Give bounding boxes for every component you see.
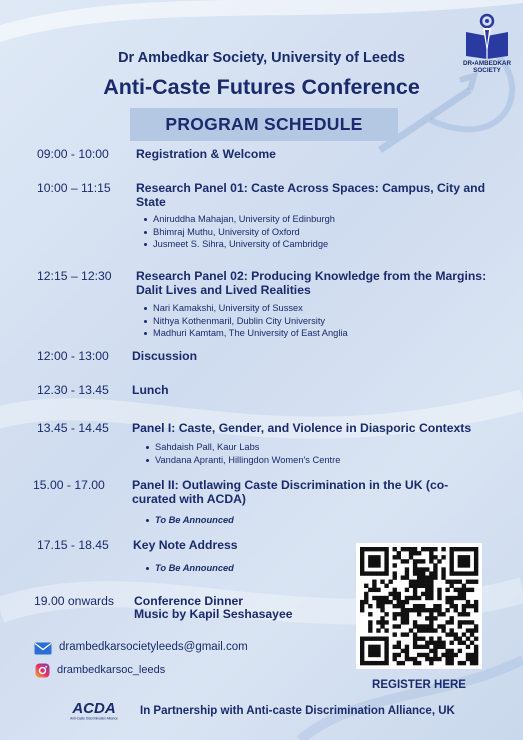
schedule-title: Research Panel 01: Caste Across Spaces: Campus, City and State [136,181,486,209]
acda-logo-text: ACDA [72,700,116,717]
schedule-time: 12:00 - 13:00 [37,349,109,363]
instagram-icon [35,663,50,678]
schedule-heading: PROGRAM SCHEDULE [130,108,398,141]
list-item: Sahdaish Pall, Kaur Labs [146,441,340,454]
envelope-icon [34,642,52,655]
speaker-list [144,302,348,340]
acda-logo-subtext: Anti-Caste Discrimination Alliance [70,716,118,721]
speaker-list [146,441,340,466]
list-item: To Be Announced [146,562,234,575]
email-address: drambedkarsocietyleeds@gmail.com [59,641,248,653]
schedule-time: 12.30 - 13.45 [37,383,109,397]
list-item: Nari Kamakshi, University of Sussex [144,302,348,315]
speaker-list [146,562,234,575]
registration-qr-code[interactable] [356,543,482,669]
qr-code-icon [356,543,482,669]
schedule-time: 10:00 – 11:15 [37,181,111,195]
schedule-title: Conference Dinner [134,594,244,608]
schedule-title: Key Note Address [133,538,238,552]
list-item: Madhuri Kamtam, The University of East Anglia [144,327,348,340]
society-title: Dr Ambedkar Society, University of Leeds [118,50,405,66]
register-label: REGISTER HERE [372,679,466,691]
conference-title: Anti-Caste Futures Conference [103,75,420,99]
list-item: Jusmeet S. Sihra, University of Cambridge [144,238,335,251]
schedule-time: 19.00 onwards [34,594,114,608]
list-item: Vandana Apranti, Hillingdon Women's Centre [146,454,340,467]
schedule-title: Panel II: Outlawing Caste Discrimination in the UK (co-curated with ACDA) [132,478,449,506]
list-item: Nithya Kothenmaril, Dublin City University [144,315,348,328]
speaker-list [144,213,335,251]
schedule-time: 15.00 - 17.00 [33,478,105,492]
schedule-time: 17.15 - 18.45 [37,538,109,552]
schedule-title: Panel I: Caste, Gender, and Violence in Diasporic Contexts [132,421,472,435]
schedule-title: Discussion [132,349,198,363]
schedule-title: Registration & Welcome [136,147,276,161]
list-item: Bhimraj Muthu, University of Oxford [144,226,335,239]
schedule-time: 13.45 - 14.45 [37,421,109,435]
schedule-time: 09:00 - 10:00 [37,147,109,161]
instagram-handle: drambedkarsoc_leeds [57,664,166,676]
list-item: Aniruddha Mahajan, University of Edinburgh [144,213,335,226]
schedule-subtitle: Music by Kapil Seshasayee [134,607,293,621]
schedule-title: Research Panel 02: Producing Knowledge from the Margins: Dalit Lives and Lived Realities [136,269,487,297]
schedule-time: 12:15 – 12:30 [37,269,112,283]
schedule-title: Lunch [132,383,169,397]
list-item: To Be Announced [146,514,234,527]
logo-wordmark: DR•AMBEDKAR SOCIETY [462,60,512,74]
acda-emblem-icon [68,699,120,721]
partnership-text: In Partnership with Anti-caste Discrimination Alliance, UK [140,705,455,717]
acda-logo [68,699,120,721]
speaker-list [146,514,234,527]
